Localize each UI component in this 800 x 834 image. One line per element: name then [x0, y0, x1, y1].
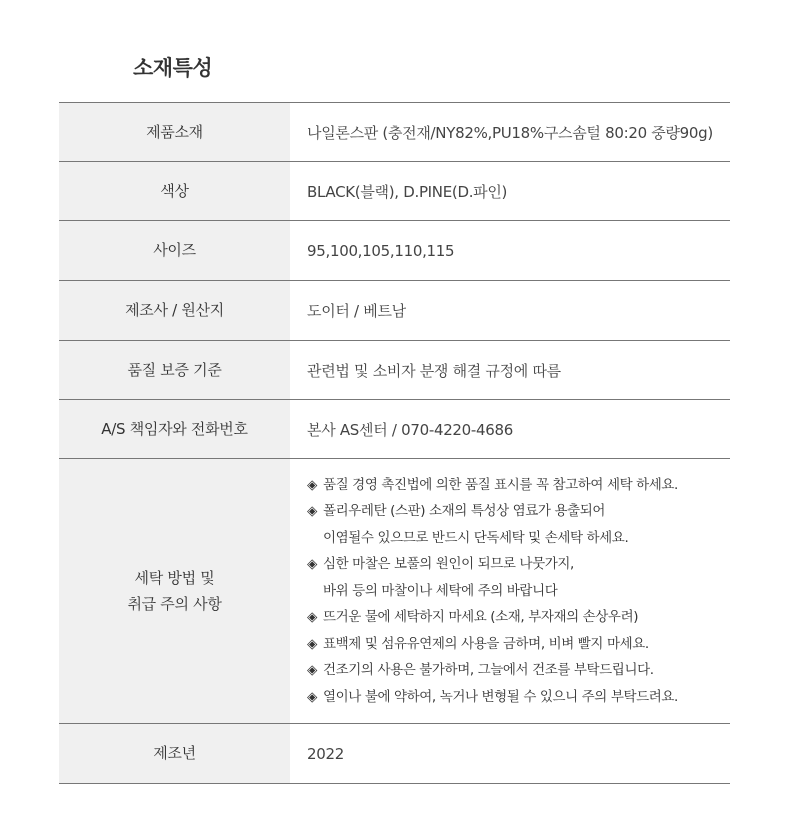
care-text: 표백제 및 섬유유연제의 사용을 금하며, 비벼 빨지 마세요.: [323, 635, 649, 652]
list-item: [307, 631, 678, 658]
care-text: 열이나 불에 약하여, 녹거나 변형될 수 있으니 주의 부탁드려요.: [323, 688, 678, 705]
table-row: [59, 221, 730, 281]
care-list: [307, 472, 678, 711]
care-text: 심한 마찰은 보풀의 원인이 되므로 나뭇가지,: [323, 556, 574, 573]
care-text: 바위 등의 마찰이나 세탁에 주의 바랍니다: [323, 582, 558, 599]
table-row: [59, 162, 730, 221]
diamond-bullet-icon: ◈: [307, 503, 317, 520]
row-label: 제품소재: [59, 103, 290, 161]
table-row: [59, 103, 730, 162]
care-label-line: 취급 주의 사항: [127, 595, 222, 613]
care-text: 이염될수 있으므로 반드시 단독세탁 및 손세탁 하세요.: [323, 529, 629, 546]
row-value: 관련법 및 소비자 분쟁 해결 규정에 따름: [307, 361, 561, 380]
diamond-bullet-icon: ◈: [307, 688, 317, 705]
table-row: [59, 281, 730, 341]
list-item: [307, 604, 678, 631]
care-text: 품질 경영 촉진법에 의한 품질 표시를 꼭 참고하여 세탁 하세요.: [323, 476, 678, 493]
list-item: [307, 578, 678, 605]
list-item: [307, 498, 678, 525]
row-label: 제조사 / 원산지: [59, 281, 290, 340]
diamond-bullet-icon: ◈: [307, 635, 317, 652]
row-label: 색상: [59, 162, 290, 220]
care-label-line: 세탁 방법 및: [134, 568, 215, 587]
list-item: [307, 551, 678, 578]
diamond-bullet-icon: ◈: [307, 662, 317, 679]
table-row: [59, 341, 730, 400]
diamond-bullet-icon: ◈: [307, 609, 317, 626]
spec-table: [59, 102, 730, 784]
list-item: [307, 525, 678, 552]
page-title: 소재특성: [133, 56, 213, 80]
row-value: 2022: [307, 744, 344, 763]
care-text: 뜨거운 물에 세탁하지 마세요 (소재, 부자재의 손상우려): [323, 609, 639, 626]
table-row: [59, 400, 730, 459]
diamond-bullet-icon: ◈: [307, 556, 317, 573]
list-item: [307, 472, 678, 499]
care-row: [59, 459, 730, 724]
row-label: 품질 보증 기준: [59, 341, 290, 399]
row-value: 도이터 / 베트남: [307, 302, 406, 320]
diamond-bullet-icon: ◈: [307, 476, 317, 493]
row-label: 사이즈: [59, 221, 290, 280]
row-value: 본사 AS센터 / 070-4220-4686: [307, 420, 514, 439]
list-item: [307, 684, 678, 711]
care-label: [59, 459, 290, 723]
row-value: 95,100,105,110,115: [307, 241, 455, 260]
list-item: [307, 657, 678, 684]
care-instructions: [290, 459, 730, 723]
row-value: 나일론스판 (충전재/NY82%,PU18%구스솜털 80:20 중량90g): [307, 123, 713, 142]
row-label: 제조년: [59, 724, 290, 783]
row-label: A/S 책임자와 전화번호: [59, 400, 290, 458]
care-text: 폴리우레탄 (스판) 소재의 특성상 염료가 용출되어: [323, 503, 606, 520]
care-text: 건조기의 사용은 불가하며, 그늘에서 건조를 부탁드립니다.: [323, 662, 654, 679]
table-row: [59, 724, 730, 784]
row-value: BLACK(블랙), D.PINE(D.파인): [307, 182, 508, 201]
